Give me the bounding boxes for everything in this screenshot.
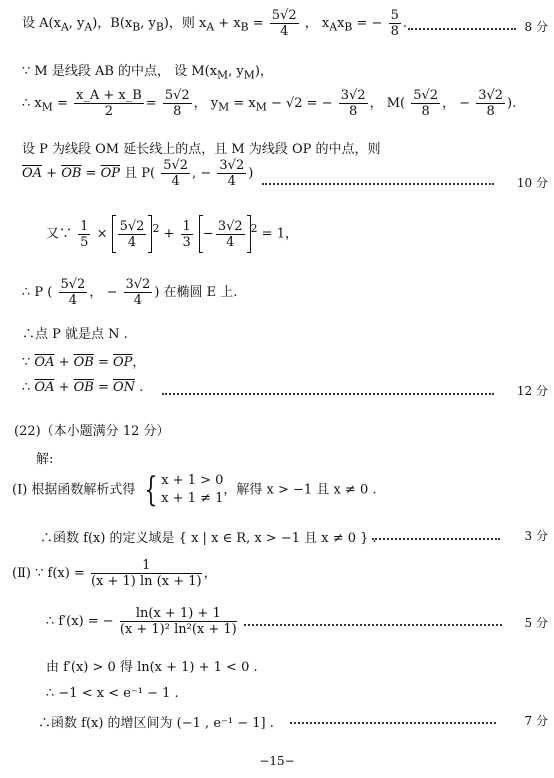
line-3 [22,88,554,119]
numerator: 5√2 [163,158,189,173]
text: = x [229,96,256,111]
text: 解: [36,452,54,467]
text: ， − [89,285,118,300]
vector: $\overline{ON}$ [113,380,136,395]
vector: $\overline{OP}$ [100,166,121,181]
numerator: 5√2 [164,88,190,103]
text: A [206,20,215,34]
numerator: 5√2 [119,218,145,234]
text: , y [68,16,85,31]
text: ∴ −1 < x < e⁻¹ − 1 . [46,686,179,701]
text: (22)（本小题满分 12 分） [14,424,170,439]
numerator: 3√2 [478,88,504,103]
denominator: 8 [173,104,182,119]
text: + [159,226,175,242]
denominator: 4 [227,174,236,189]
text: (Ⅱ) ∵ f(x) = [12,566,85,581]
score-label: 5 分 [524,616,548,630]
vector: $\overline{OB}$ [61,166,82,181]
text: − [202,226,214,242]
text: ∵ M 是线段 AB 的中点， 设 M(x [22,64,218,79]
text: ) [248,166,254,181]
denominator: 4 [280,24,289,39]
line-2 [22,60,554,82]
fraction [74,88,144,119]
fraction [161,158,190,189]
text: B [344,20,353,34]
leader-dots [408,28,516,30]
numerator: 3√2 [340,88,366,103]
leader-dots [244,624,502,626]
denominator: 4 [68,293,78,308]
left-brace: { [143,470,157,510]
part-1-domain [40,527,554,546]
score-label: 12 分 [516,384,548,398]
text: 设 A(x [22,16,61,31]
text: = [81,166,101,181]
fraction [181,219,193,250]
leader-dots [162,393,494,395]
part-1 [12,472,554,508]
text: , y [228,64,244,79]
text: 由 f′(x) > 0 得 ln(x + 1) + 1 < 0 . [46,660,258,675]
text: = [52,96,68,111]
bracket-left [112,215,116,253]
equation-system [161,472,223,508]
denominator: 8 [421,104,430,119]
text: . [135,380,144,395]
text: M [41,100,53,114]
text: 又∵ [46,226,73,242]
text: A [60,20,69,34]
text: 设 P 为线段 OM 延长线上的点，且 M 为线段 OP 的中点，则 [22,142,381,157]
text: + [42,166,62,181]
vector: $\overline{OB}$ [73,380,94,395]
fraction [124,277,153,308]
score-label: 3 分 [524,529,548,543]
part-2-range [46,686,554,701]
text: ， [132,355,146,370]
text: M [218,100,230,114]
denominator: (x + 1)² ln²(x + 1) [119,622,237,637]
vector: $\overline{OA}$ [34,380,55,395]
fraction [120,606,237,637]
numerator: ln(x + 1) + 1 [120,606,237,622]
fraction [270,8,299,39]
numerator: 3√2 [125,277,151,292]
fraction [476,88,505,119]
equation: x + 1 ≠ 1 [161,491,224,506]
text: M [217,68,229,82]
denominator: 4 [133,293,143,308]
text: B [155,20,164,34]
text: A [329,20,338,34]
text: x [337,16,345,31]
equation: x + 1 > 0 [161,473,224,488]
line-8 [22,323,554,342]
fraction [59,277,88,308]
text: ， y [193,96,219,111]
vector: $\overline{OB}$ [73,355,94,370]
text: = − [352,16,383,31]
denominator: 5 [80,234,89,250]
numerator: 3√2 [219,158,245,173]
fraction [411,88,440,119]
text: ∴ [22,380,35,395]
text: + [54,380,74,395]
text: 且 P( [120,166,156,181]
text: ， M( [369,96,406,111]
text: = [248,16,264,31]
text: ∴ P ( [22,285,53,300]
text: + x [214,16,241,31]
fraction [217,158,246,189]
text: ，解得 x > −1 且 x ≠ 0 . [223,482,377,498]
fraction [118,219,147,250]
text: M [255,100,267,114]
vector: $\overline{OA}$ [22,166,43,181]
text: ， x [304,16,330,31]
line-7 [22,277,554,308]
line-6 [46,215,554,253]
numerator: 1 [182,218,191,234]
denominator: 4 [127,234,137,250]
line-4 [22,138,554,157]
text: . [402,16,407,31]
text: = [145,96,157,111]
part-2 [12,558,554,589]
text: ， − [442,96,471,111]
text: ∴ x [22,96,42,111]
text: , y [140,16,156,31]
text: M [243,68,255,82]
text: A [84,20,93,34]
leader-dots [262,183,494,185]
text: (Ⅰ) 根据函数解析式得 [12,482,136,498]
text: B [240,20,249,34]
numerator: 1 [91,558,202,574]
fraction [339,88,368,119]
denominator: 3 [182,234,191,250]
leader-dots [290,722,496,724]
text: )，则 x [163,16,207,31]
fraction [91,558,202,589]
denominator: 4 [226,234,235,250]
part-2-condition [46,656,554,675]
numerator: 5√2 [271,8,297,23]
fraction [216,219,245,250]
text: = [93,355,114,370]
score-label: 10 分 [516,176,548,190]
text: ∴函数 f(x) 的定义域是 { x | x ∈ R, x > −1 且 x ≠ 0 } . [40,531,377,546]
page-number: −15− [259,754,295,768]
part-2-derivative [46,606,554,637]
text: ∵ [22,355,35,370]
denominator: 8 [390,24,399,39]
score-label: 7 分 [524,714,548,728]
numerator: 1 [80,218,89,234]
fraction [389,8,401,39]
line-1 [22,8,554,39]
text: B [132,20,141,34]
leader-dots [372,538,500,540]
text: )， [254,64,273,79]
numerator: 5√2 [60,277,86,292]
text: ). [507,96,517,111]
denominator: 8 [349,104,358,119]
vector: $\overline{OP}$ [113,355,133,370]
numerator: 5√2 [413,88,439,103]
denominator: 8 [486,104,495,119]
text: ∴点 P 就是点 N . [22,327,128,342]
text: ∴ f′(x) = − [46,614,114,629]
text: − √2 = − [266,96,333,111]
denominator: (x + 1) ln (x + 1) [90,574,202,589]
text: ∴函数 f(x) 的增区间为 (−1 , e⁻¹ − 1] . [38,716,274,731]
score-label: 8 分 [524,20,548,34]
numerator: x_A + x_B [76,88,142,103]
solve-label [36,448,554,467]
vector: $\overline{OA}$ [34,355,55,370]
text: , − [192,166,212,181]
text: ) 在椭圆 E 上. [154,285,238,300]
numerator: 5 [390,8,399,23]
text: = [93,380,114,395]
fraction [163,88,192,119]
fraction [78,219,90,250]
exponent: 2 [250,222,258,236]
exponent: 2 [152,222,160,236]
line-9 [22,351,554,370]
text: )，B(x [92,16,133,31]
denominator: 4 [171,174,180,189]
text: × [92,226,108,242]
text: = 1， [257,226,298,242]
question-title [14,420,554,439]
text: ， [203,566,217,581]
text: + [54,355,74,370]
denominator: 2 [104,104,114,119]
numerator: 3√2 [217,218,243,234]
